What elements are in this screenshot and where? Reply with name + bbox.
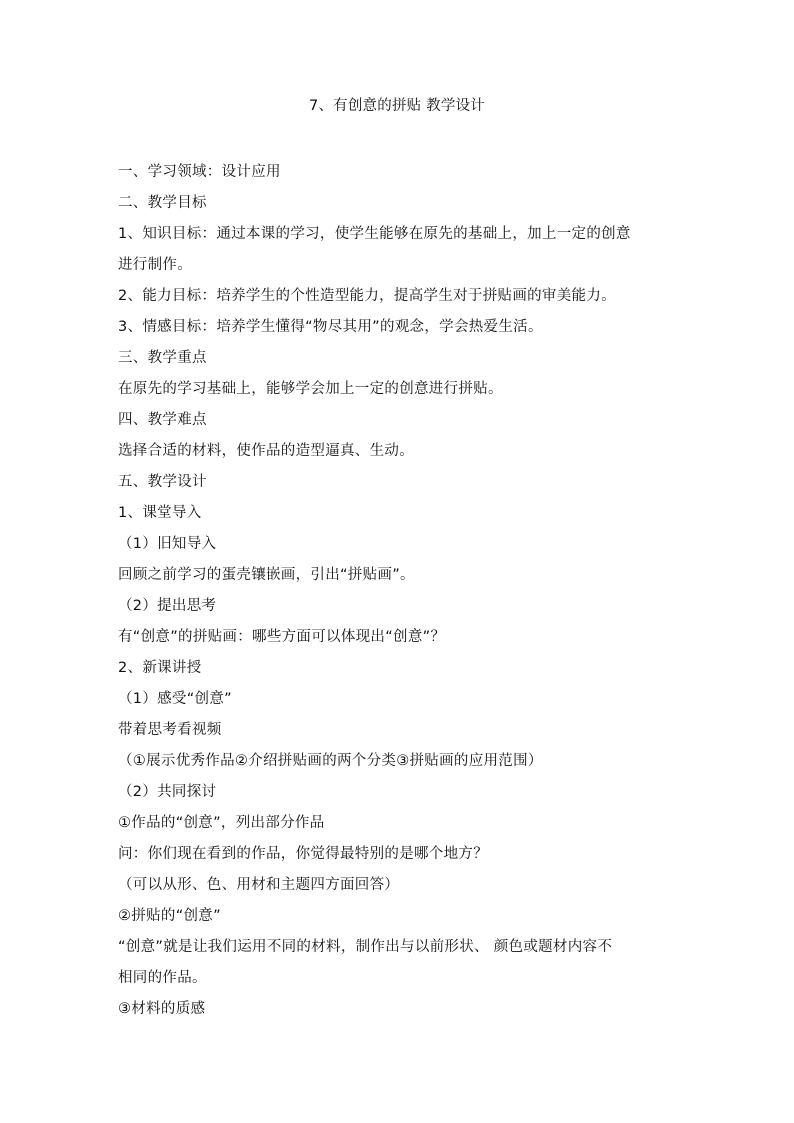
body-line-question: 问：你们现在看到的作品，你觉得最特别的是哪个地方？ <box>118 846 488 862</box>
body-line-goal-ability: 2、能力目标：培养学生的个性造型能力，提高学生对于拼贴画的审美能力。 <box>118 288 616 304</box>
body-line-collage-creativity: ②拼贴的“创意” <box>118 908 221 924</box>
body-line-goal-emotion: 3、情感目标：培养学生懂得“物尽其用”的观念，学会热爱生活。 <box>118 319 543 335</box>
body-line-answer-hint: （可以从形、色、用材和主题四方面回答） <box>118 877 400 893</box>
body-line-goal-knowledge-cont: 进行制作。 <box>118 257 192 273</box>
body-line-section-4: 四、教学难点 <box>118 412 207 428</box>
body-line-feel-creativity: （1）感受“创意” <box>118 691 232 707</box>
body-line-section-1: 一、学习领域：设计应用 <box>118 164 281 180</box>
body-line-intro-1: （1）旧知导入 <box>118 536 217 552</box>
body-line-watch-video: 带着思考看视频 <box>118 722 222 738</box>
body-line-new-lesson-heading: 2、新课讲授 <box>118 660 202 676</box>
body-line-works-creativity: ①作品的“创意”，列出部分作品 <box>118 815 325 831</box>
body-line-creativity-definition-cont: 相同的作品。 <box>118 970 207 986</box>
body-line-section-3: 三、教学重点 <box>118 350 207 366</box>
body-line-discussion: （2）共同探讨 <box>118 784 217 800</box>
body-line-intro-heading: 1、课堂导入 <box>118 505 202 521</box>
body-line-intro-2-text: 有“创意”的拼贴画：哪些方面可以体现出“创意”？ <box>118 629 446 645</box>
body-line-material-texture: ③材料的质感 <box>118 1001 206 1017</box>
body-line-difficulty: 选择合适的材料，使作品的造型逼真、生动。 <box>118 443 414 459</box>
body-line-video-contents: （①展示优秀作品②介绍拼贴画的两个分类③拼贴画的应用范围） <box>118 753 543 769</box>
body-line-goal-knowledge: 1、知识目标：通过本课的学习，使学生能够在原先的基础上，加上一定的创意 <box>118 226 631 242</box>
body-line-key-point: 在原先的学习基础上，能够学会加上一定的创意进行拼贴。 <box>118 381 503 397</box>
document-title: 7、有创意的拼贴 教学设计 <box>309 98 485 114</box>
document-body <box>118 157 678 1025</box>
body-line-creativity-definition: “创意”就是让我们运用不同的材料，制作出与以前形状、 颜色或题材内容不 <box>118 939 613 955</box>
body-line-section-2: 二、教学目标 <box>118 195 207 211</box>
body-line-section-5: 五、教学设计 <box>118 474 207 490</box>
body-line-intro-1-text: 回顾之前学习的蛋壳镶嵌画，引出“拼贴画”。 <box>118 567 415 583</box>
body-line-intro-2: （2）提出思考 <box>118 598 217 614</box>
